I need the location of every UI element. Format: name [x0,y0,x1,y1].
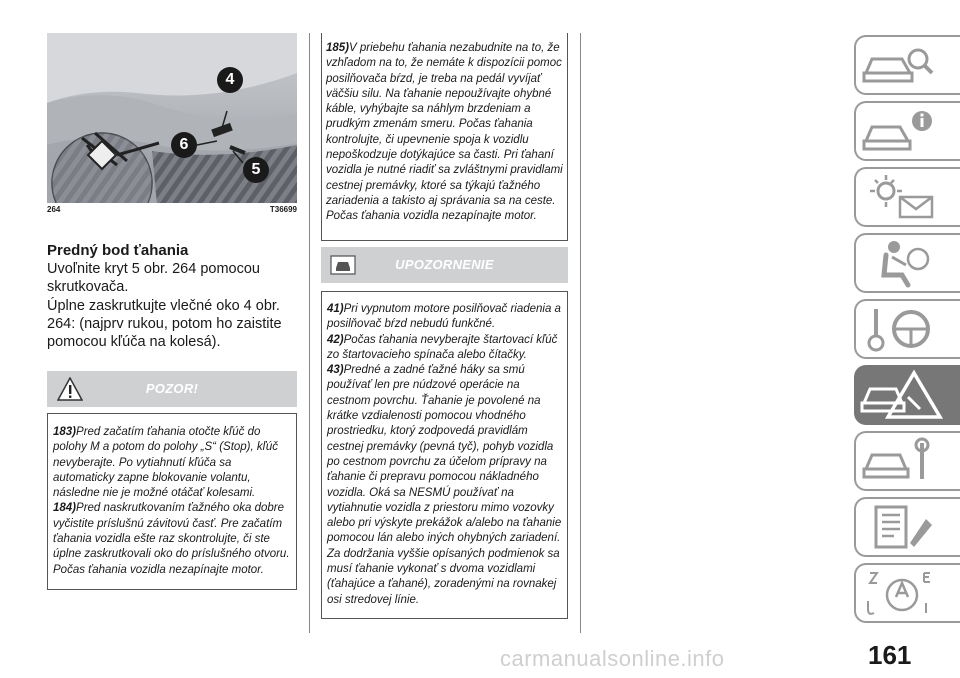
figure-caption [47,205,297,217]
car-service-icon [856,433,946,489]
car-search-icon [856,37,946,93]
note-number: 41) [327,303,344,315]
sidebar-tab-dashboard[interactable] [854,35,960,95]
caution-continued-box [321,33,568,241]
column-divider [309,33,310,633]
note-183 [53,425,292,501]
caution-banner [47,371,297,407]
note-text: Pred naskrutkovaním ťažného oka dobre vyčistite príslušnú závitovú časť. Pre začatím ťahania vozidla ešte raz skontrolujte, či ste úplne zaskrutkovali oko do príslušného otvoru. Počas ťahania vozidla nezapínajte motor. [53,502,290,576]
car-info-icon [856,103,946,159]
column-divider [580,33,581,633]
paragraph-screw-eye: Úplne zaskrutkujte vlečné oko 4 obr. 264: (najprv rukou, potom ho zaistite pomocou kľúča na kolesá). [47,298,282,350]
note-42 [327,333,563,364]
towing-eye-figure [47,33,297,203]
figure-number: 264 [47,205,61,214]
alphabet-index-icon [856,565,946,621]
warning-lights-icon [856,169,946,225]
note-number: 42) [327,333,344,346]
caution-box [47,413,297,590]
sidebar-tab-vehicle-info[interactable] [854,101,960,161]
steering-key-icon [856,301,946,357]
emergency-warning-icon [856,367,946,423]
page-number: 161 [868,640,912,670]
notice-banner [321,247,568,283]
sidebar-tab-index[interactable] [854,563,960,623]
sidebar-tab-safety[interactable] [854,233,960,293]
callout-6: 6 [171,132,197,158]
note-43 [327,363,563,608]
section-title: Predný bod ťahania [47,242,189,259]
note-text: V priebehu ťahania nezabudnite na to, že vzhľadom na to, že nemáte k dispozícii pomoc posilňovača bŕzd, je treba na pedál vyvíjať väčšiu silu. Na ťahanie nepoužívajte ohybné káble, vyhýbajte sa náhlym brzdeniam a prudkým zmenám smeru. Počas ťahania kontrolujte, či upevnenie spoja k vozidlu nepoškodzuje dotýkajúce sa časti. Pri ťahaní vozidla je nutné riadiť sa zvláštnymi pravidlami cestnej premávky, ktoré sa týkajú ťažného zariadenia a takisto aj správania sa na ceste. Počas ťahania vozidla nezapínajte motor. [326,42,563,223]
note-184 [53,501,292,577]
specifications-icon [856,499,946,555]
note-text: Pred začatím ťahania otočte kľúč do polohy M a potom do polohy „S“ (Stop), kľúč nevyberajte. Po vytiahnutí kľúča sa automaticky zapne blokovanie volantu, následne nie je možné otáčať kolesami. [53,426,279,500]
caution-title: POZOR! [145,381,199,396]
airbag-seat-icon [856,235,946,291]
sidebar-tab-starting-driving[interactable] [854,299,960,359]
paragraph-remove-cover: Uvoľnite kryt 5 obr. 264 pomocou skrutkovača. [47,261,260,295]
note-185 [326,41,563,225]
note-text: Počas ťahania nevyberajte štartovací kľúč zo štartovacieho spínača alebo čítačky. [327,333,558,361]
figure-code: T36699 [269,205,297,214]
notice-title: UPOZORNENIE [395,257,494,272]
note-number: 184) [53,502,77,515]
note-41 [327,302,563,333]
sidebar-tab-specifications[interactable] [854,497,960,557]
callout-5: 5 [243,157,269,183]
sidebar-tab-warning-lights[interactable] [854,167,960,227]
sidebar-tab-emergency[interactable] [854,365,960,425]
sidebar-tab-maintenance[interactable] [854,431,960,491]
callout-4: 4 [217,67,243,93]
notice-box [321,291,568,619]
note-text: Predné a zadné ťažné háky sa smú používať len pre núdzové operácie na cestnom povrchu. Ťahanie je povolené na krátke vzdialenosti pomocou vhodného prostriedku, ktorý zodpovedá pravidlám cestnej premávky (pevná tyč), pohyb vozidla po cestnom povrchu za účelom prípravy na ťahanie či prepravu pomocou nákladného vozidla. Oká sa NESMÚ používať na vytiahnutie vozidla z priestoru mimo vozovky alebo pri výskyte prekážok a/alebo na ťahanie pomocou lán alebo iných ohybných zariadení. Za dodržania vyššie opísaných podmienok sa musí ťahanie vykonať s dvoma vozidlami (ťahajúce a ťahané), zoradenými na rovnakej osi stredovej línie. [327,364,562,606]
watermark: carmanualsonline.info [500,646,725,671]
note-text: Pri vypnutom motore posilňovač riadenia a posilňovač bŕzd nebudú funkčné. [327,303,561,331]
note-number: 183) [53,426,77,438]
note-number: 185) [326,42,350,54]
note-number: 43) [327,364,344,377]
